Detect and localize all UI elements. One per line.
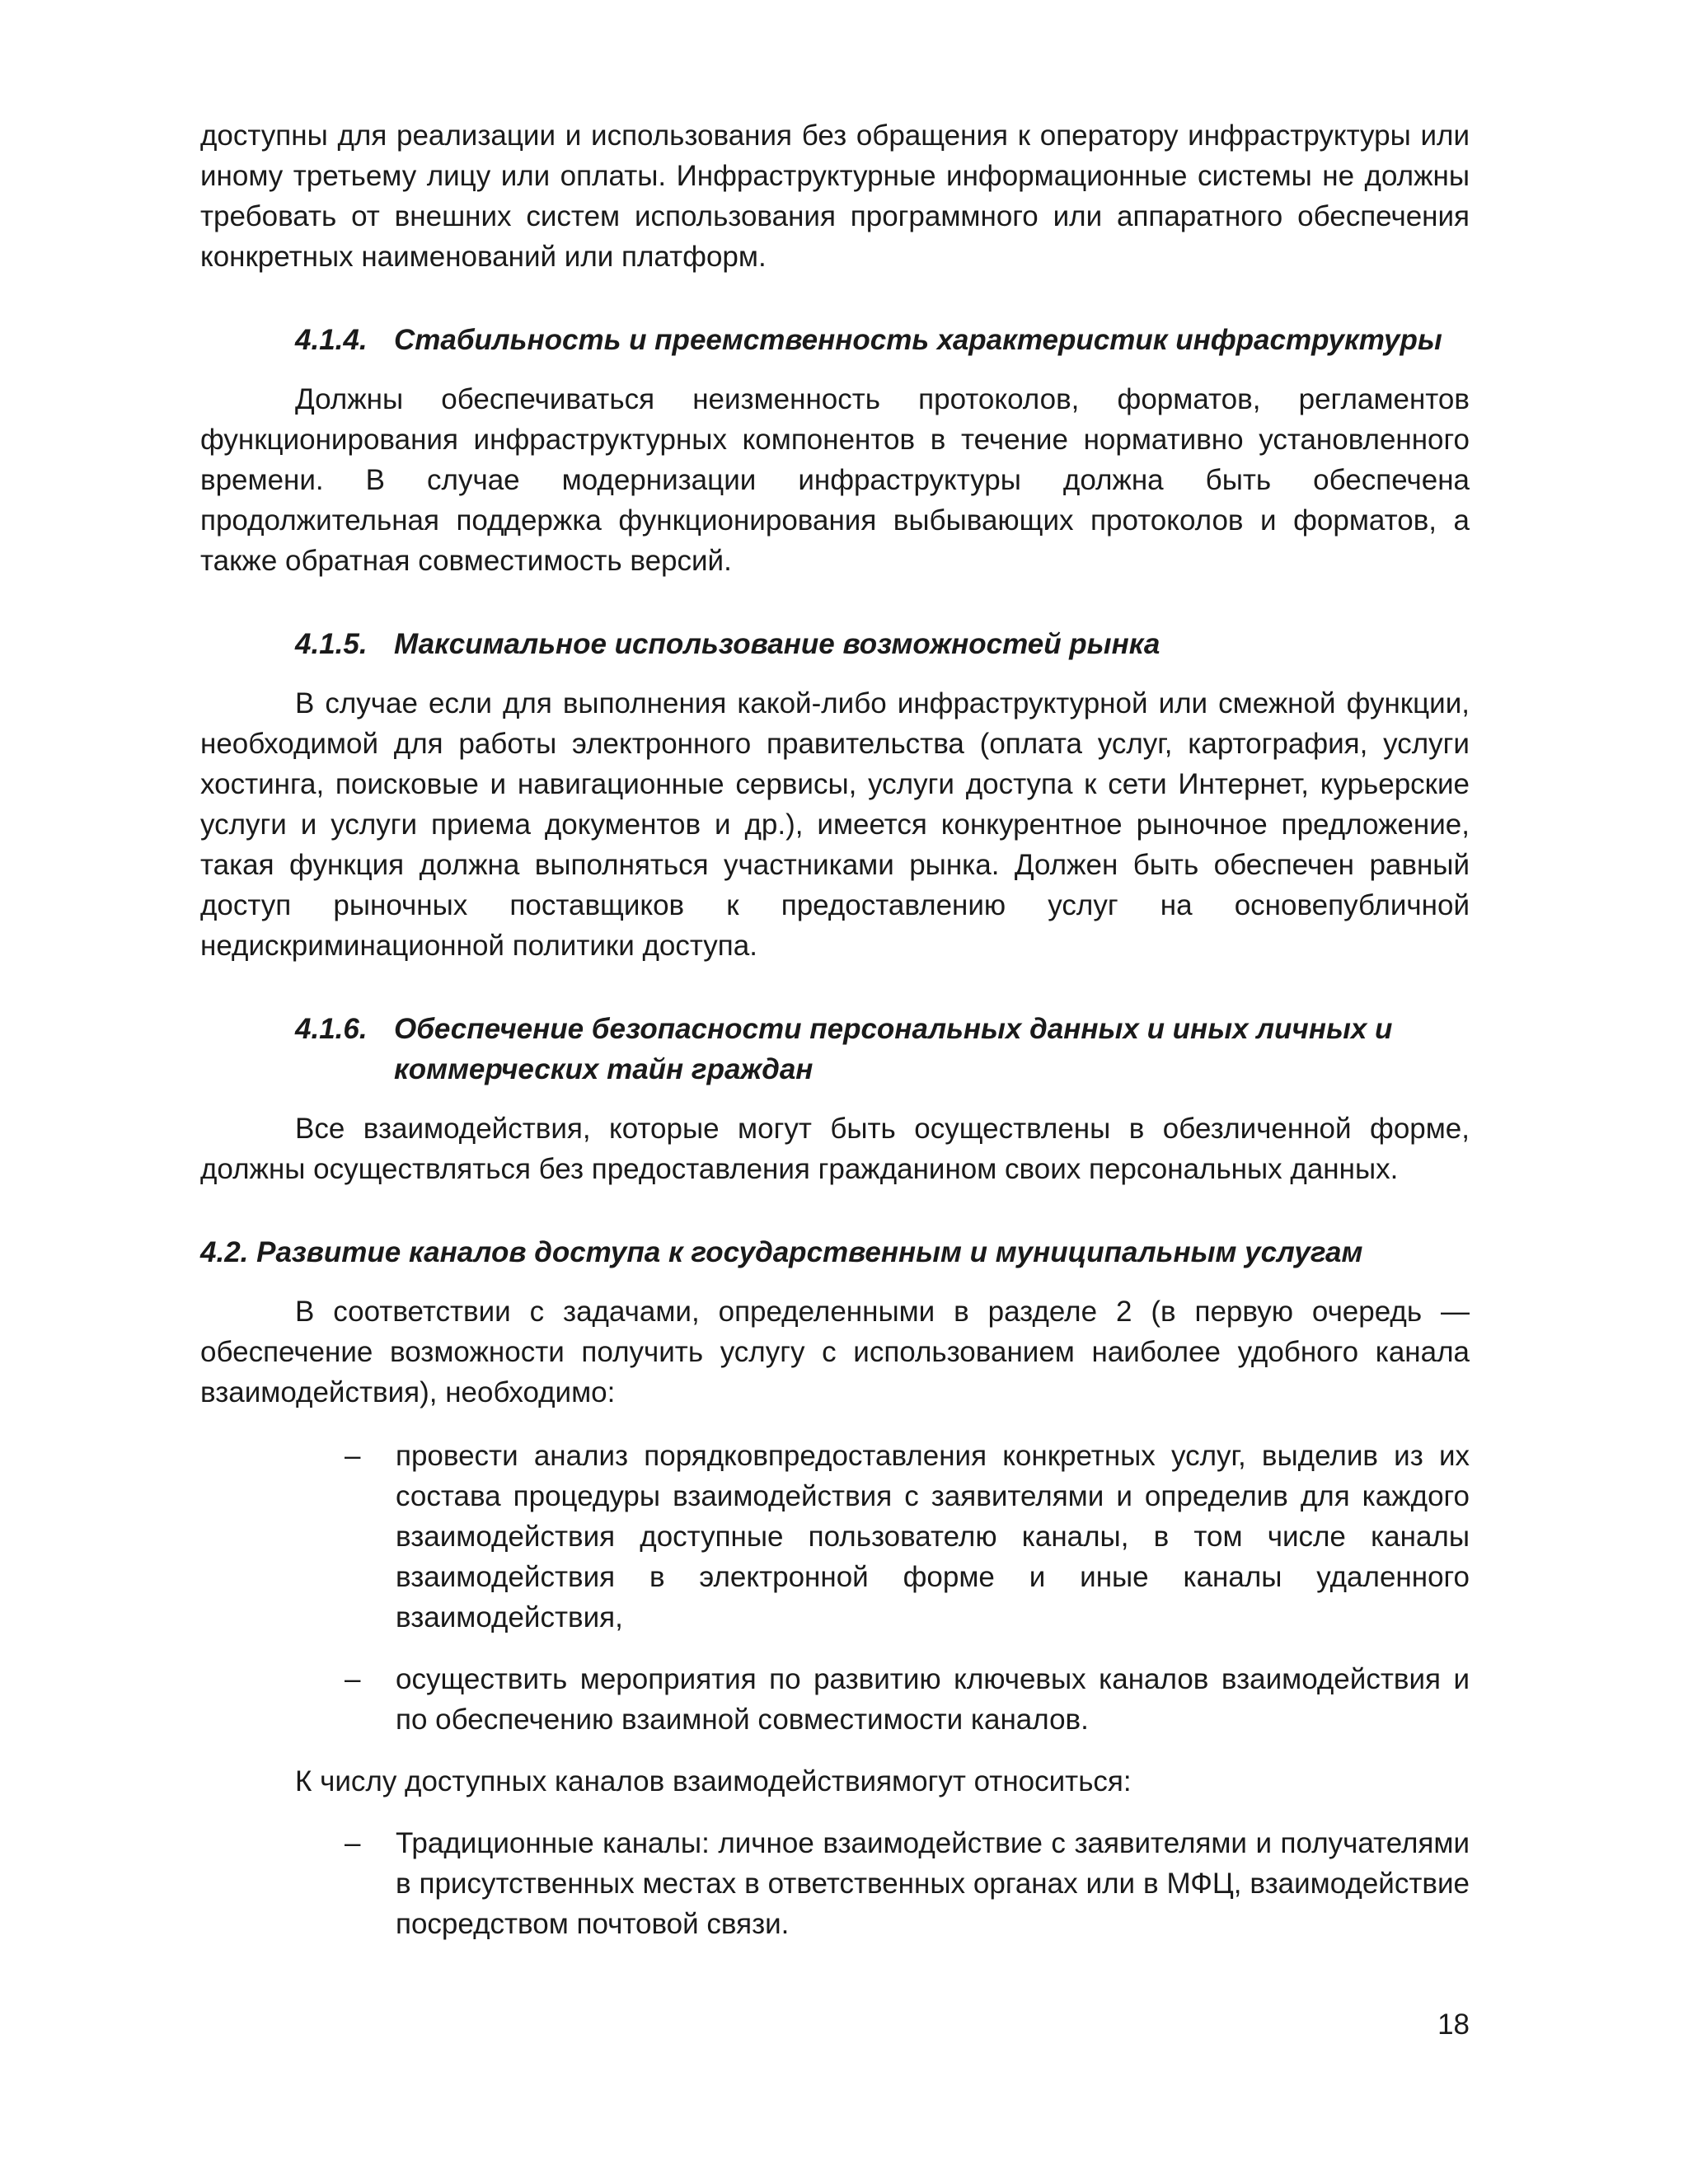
dash-marker: – <box>345 1663 361 1695</box>
dash-marker: – <box>345 1440 361 1472</box>
intro-paragraph: доступны для реализации и использования без обращения к оператору инфраструктуры или иному третьему лицу или оплаты. Инфраструктурные информационные системы не должны требовать от внешних систем использования программного или аппаратного обеспечения конкретных наименований или платформ. <box>200 120 1470 273</box>
channels-list <box>200 1823 1470 1944</box>
list-item <box>200 1659 1470 1740</box>
list-item <box>200 1436 1470 1638</box>
page-number: 18 <box>1437 2008 1470 2041</box>
dash-marker: – <box>345 1827 361 1859</box>
heading-text: Максимальное использование возможностей рынка <box>394 628 1160 660</box>
paragraph-4-1-5: В случае если для выполнения какой-либо инфраструктурной или смежной функции, необходимой для работы электронного правительства (оплата услуг, картография, услуги хостинга, поисковые и навигационные сервисы, услуги доступа к сети Интернет, курьерские услуги и услуги приема документов и др.), имеется конкурентное рыночное предложение, такая функция должна выполняться участниками рынка. Должен быть обеспечен равный доступ рыночных поставщиков к предоставлению услуг на основепубличной недискриминационной политики доступа. <box>200 687 1470 962</box>
heading-4-2: 4.2. Развитие каналов доступа к государственным и муниципальным услугам <box>200 1236 1363 1268</box>
list-item-text: осуществить мероприятия по развитию ключевых каналов взаимодействия и по обеспечению взаимной совместимости каналов. <box>396 1663 1470 1736</box>
list-item-text: Традиционные каналы: личное взаимодействие с заявителями и получателями в присутственных местах в ответственных органах или в МФЦ, взаимодействие посредством почтовой связи. <box>396 1827 1470 1940</box>
paragraph-4-2: В соответствии с задачами, определенными в разделе 2 (в первую очередь — обеспечение возможности получить услугу с использованием наиболее удобного канала взаимодействия), необходимо: <box>200 1296 1470 1408</box>
list-item-text: провести анализ порядковпредоставления конкретных услуг, выделив из их состава процедуры взаимодействия с заявителями и определив для каждого взаимодействия доступные пользователю каналы, в том числе каналы взаимодействия в электронной форме и иные каналы удаленного взаимодействия, <box>396 1440 1470 1633</box>
heading-4-1-4 <box>295 320 1470 360</box>
measures-list <box>200 1436 1470 1740</box>
document-page <box>200 115 1470 1944</box>
heading-number: 4.1.6. <box>295 1013 368 1045</box>
heading-4-1-6 <box>295 1009 1470 1090</box>
list-item <box>200 1823 1470 1944</box>
paragraph-4-1-4: Должны обеспечиваться неизменность протоколов, форматов, регламентов функционирования инфраструктурных компонентов в течение нормативно установленного времени. В случае модернизации инфраструктуры должна быть обеспечена продолжительная поддержка функционирования выбывающих протоколов и форматов, а также обратная совместимость версий. <box>200 383 1470 577</box>
heading-text: Стабильность и преемственность характеристик инфраструктуры <box>394 324 1442 356</box>
heading-number: 4.1.4. <box>295 324 368 356</box>
heading-text: Обеспечение безопасности персональных данных и иных личных и коммерческих тайн граждан <box>394 1013 1393 1085</box>
heading-4-1-5 <box>295 624 1470 664</box>
heading-number: 4.1.5. <box>295 628 368 660</box>
paragraph-4-1-6: Все взаимодействия, которые могут быть осуществлены в обезличенной форме, должны осуществляться без предоставления гражданином своих персональных данных. <box>200 1113 1470 1185</box>
channels-intro: К числу доступных каналов взаимодействиямогут относиться: <box>295 1765 1132 1797</box>
